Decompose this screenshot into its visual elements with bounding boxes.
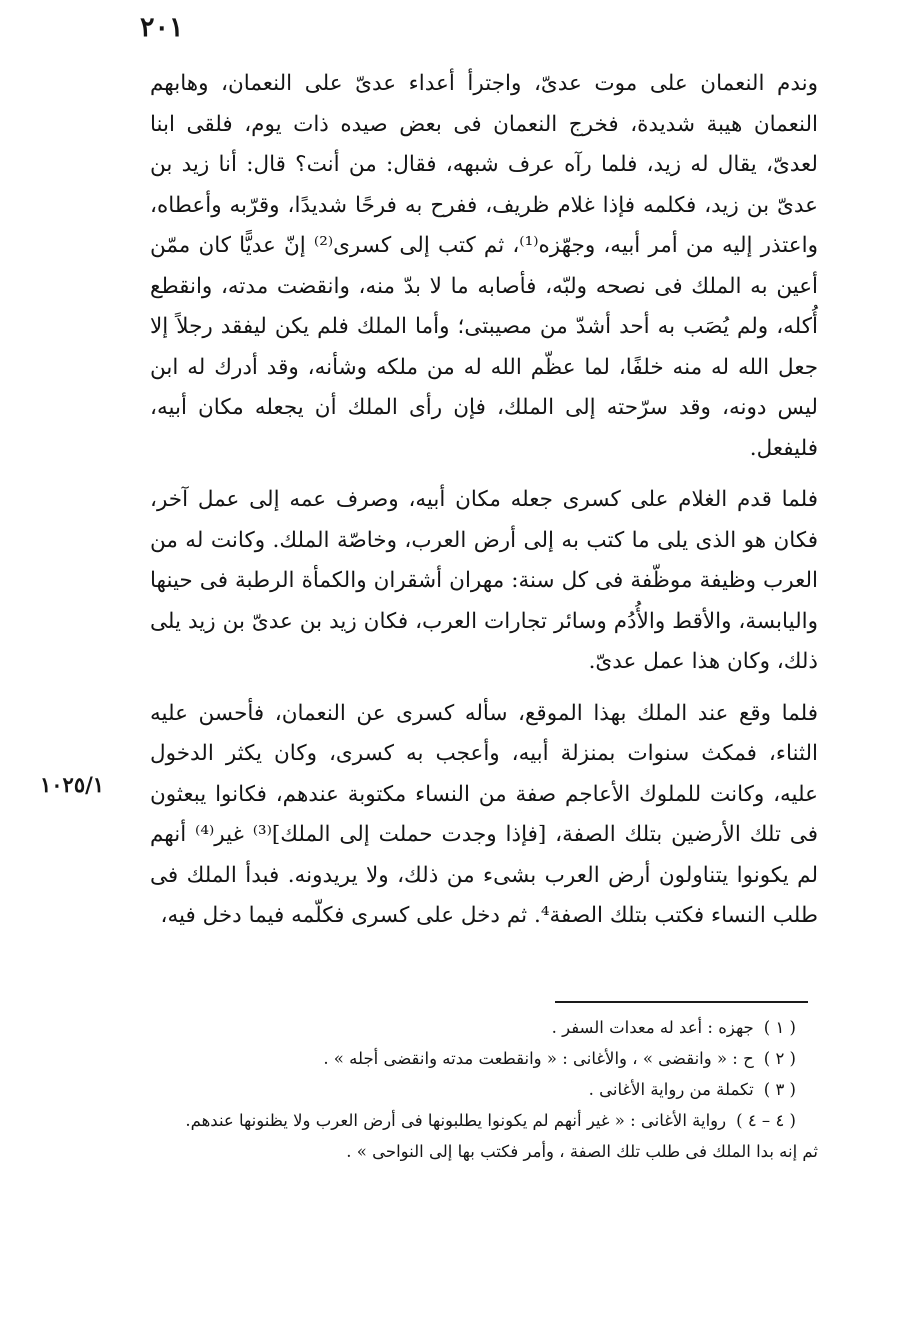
footnote-text: تكملة من رواية الأغانى . <box>588 1080 754 1099</box>
main-text <box>150 64 818 937</box>
page-number: ٢٠١ <box>140 12 184 43</box>
footnote-number: ( ٣ ) <box>763 1080 796 1099</box>
footnote-4-continued <box>150 1136 818 1167</box>
footnote-2 <box>150 1043 818 1074</box>
footnote-number: ( ٤ – ٤ ) <box>736 1111 796 1130</box>
paragraph-2: فلما قدم الغلام على كسرى جعله مكان أبيه، وصرف عمه إلى عمل آخر، فكان هو الذى يلى ما كتب به إلى أرض العرب، وخاصّة الملك. وكانت له من العرب وظيفة موظّفة فى كل سنة: مهران أشقران والكمأة الرطبة فى حينها واليابسة، والأقط والأُدُم وسائر تجارات العرب، فكان زيد بن عدىّ بن زيد يلى ذلك، وكان هذا عمل عدىّ. <box>150 487 818 674</box>
footnote-1 <box>150 1012 818 1043</box>
margin-reference: ١٠٢٥/١ <box>40 772 105 797</box>
footnote-number: ( ١ ) <box>763 1018 796 1037</box>
footnote-text: رواية الأغانى : « غير أنهم لم يكونوا يطلبونها فى أرض العرب ولا يظنونها عندهم. <box>185 1111 727 1130</box>
footnote-text: ح : « وانقضى » ، والأغانى : « وانقطعت مدته وانقضى أجله » . <box>323 1049 754 1068</box>
footnote-4 <box>150 1105 818 1136</box>
footnote-text: جهزه : أعد له معدات السفر . <box>551 1018 754 1037</box>
footnotes <box>150 1012 818 1167</box>
paragraph-1: وندم النعمان على موت عدىّ، واجترأ أعداء عدىّ على النعمان، وهابهم النعمان هيبة شديدة، فخرج النعمان فى بعض صيده ذات يوم، فلقى ابنا لعدىّ، يقال له زيد، فلما رآه عرف شبهه، فقال: من أنت؟ قال: أنا زيد بن عدىّ بن زيد، فكلمه فإذا غلام ظريف، ففرح به فرحًا شديدًا، وقرّبه وأعطاه، واعتذر إليه من أمر أبيه، وجهّزه⁽¹⁾، ثم كتب إلى كسرى⁽²⁾ إنّ عديًّا كان ممّن أعين به الملك فى نصحه ولبّه، فأصابه ما لا بدّ منه، وانقضت مدته، وانقطع أُكله، ولم يُصَب به أحد أشدّ من مصيبتى؛ وأما الملك فلم يكن ليفقد رجلاً إلا جعل الله له منه خلفًا، لما عظّم الله له من ملكه وشأنه، وقد أدرك له ابن ليس دونه، وقد سرّحته إلى الملك، فإن رأى الملك أن يجعله مكان أبيه، فليفعل. <box>150 71 818 461</box>
footnote-3 <box>150 1074 818 1105</box>
footnote-divider <box>555 1001 808 1003</box>
footnote-text: ثم إنه بدا الملك فى طلب تلك الصفة ، وأمر فكتب بها إلى النواحى » . <box>346 1142 818 1161</box>
footnote-number: ( ٢ ) <box>763 1049 796 1068</box>
paragraph-3: فلما وقع عند الملك بهذا الموقع، سأله كسرى عن النعمان، فأحسن عليه الثناء، فمكث سنوات بمنزلة أبيه، وأعجب به كسرى، وكان يكثر الدخول عليه، وكانت للملوك الأعاجم صفة من النساء مكتوبة عندهم، فكانوا يبعثون فى تلك الأرضين بتلك الصفة، [فإذا وجدت حملت إلى الملك]⁽³⁾ غير⁽⁴⁾ أنهم لم يكونوا يتناولون أرض العرب بشىء من ذلك، ولا يريدونه. فبدأ الملك فى طلب النساء فكتب بتلك الصفة⁴. ثم دخل على كسرى فكلّمه فيما دخل فيه، <box>150 700 818 928</box>
